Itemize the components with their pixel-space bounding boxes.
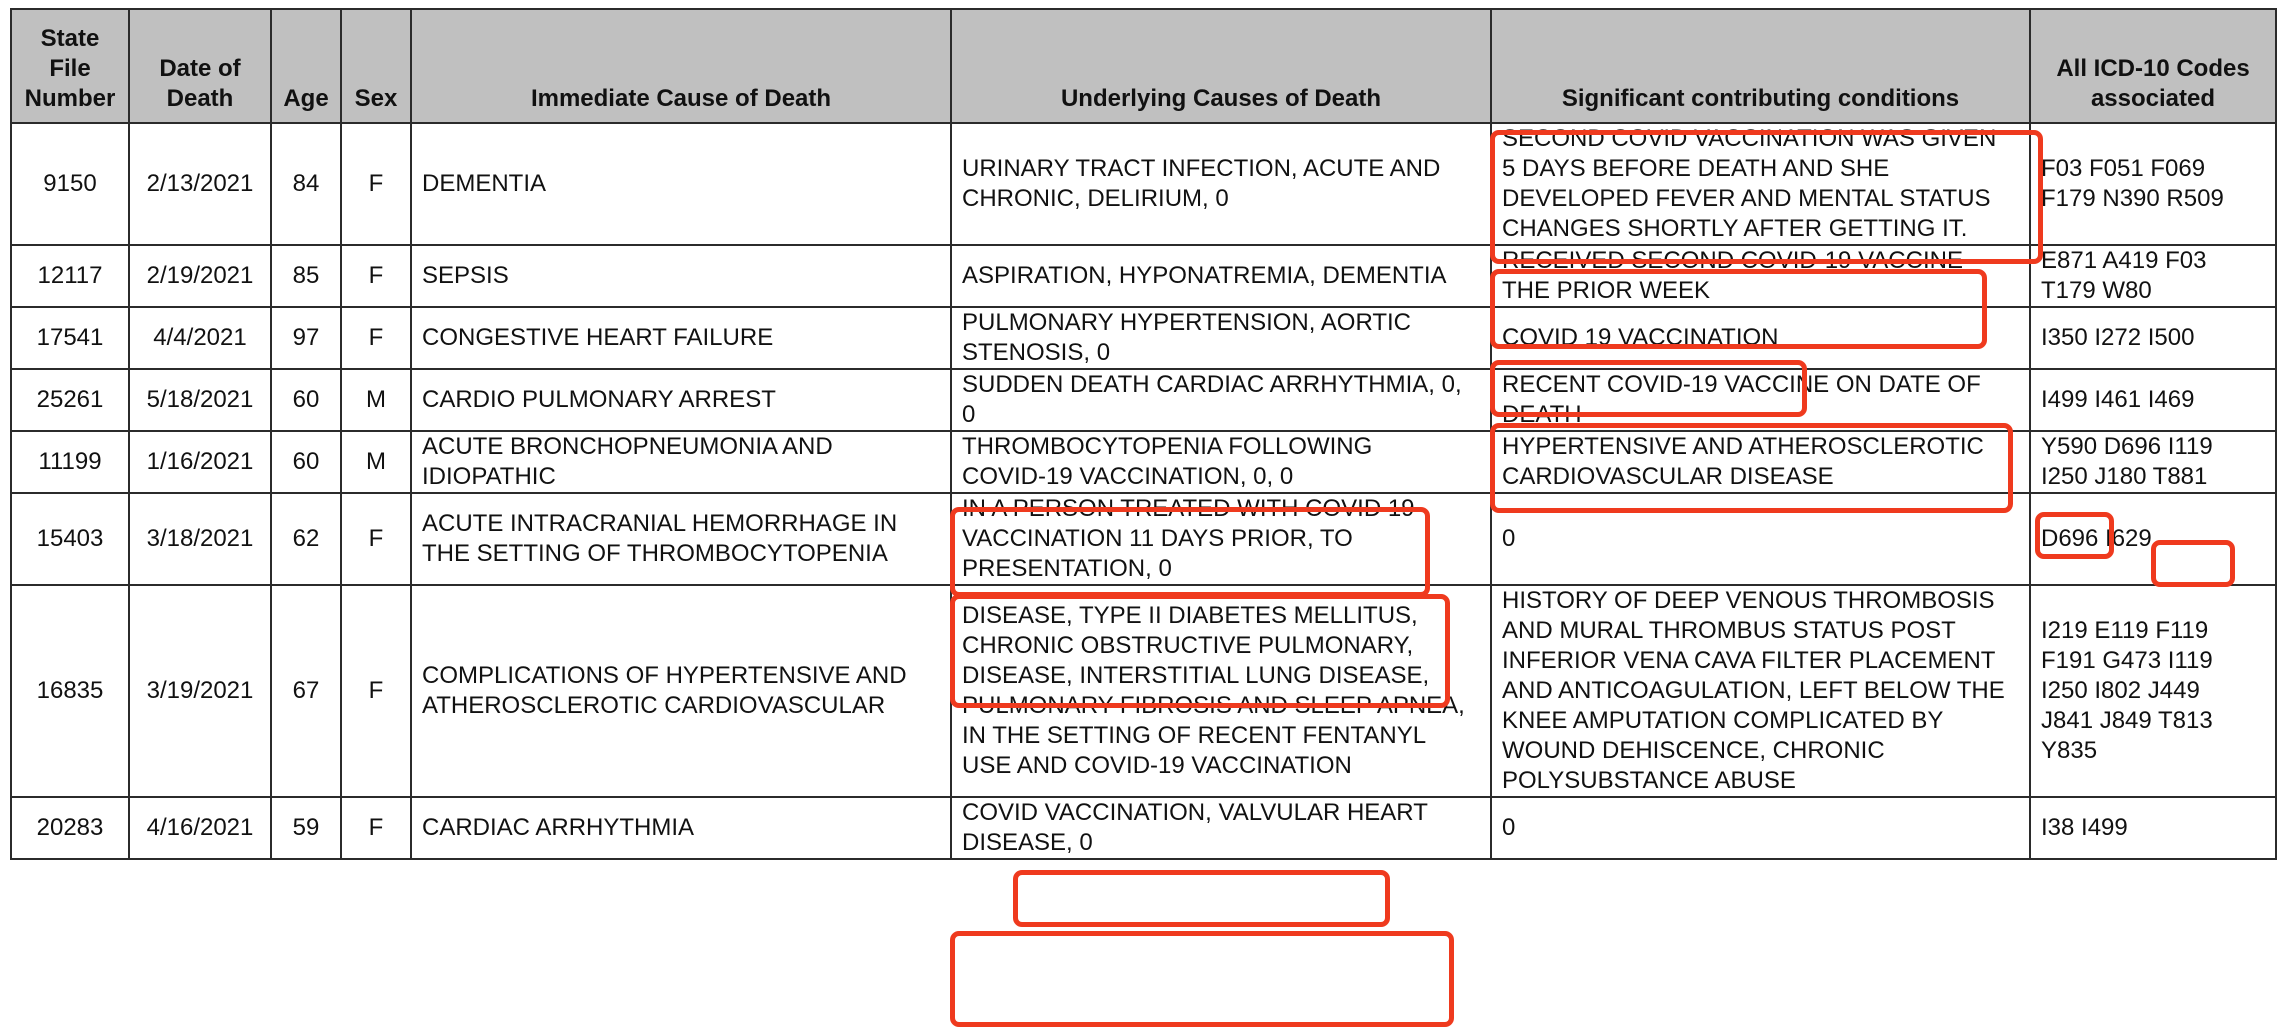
cell-text-line: WOUND DEHISCENCE, CHRONIC [1502,737,1885,764]
cell-text-line: RECEIVED SECOND COVID-19 VACCINE [1502,247,1963,274]
cell-text-line: COVID-19 VACCINATION, 0, 0 [962,463,1294,490]
cell-state-file-number: 16835 [11,585,129,797]
cell-text-line: J841 J849 T813 [2041,707,2213,734]
header-text-line: associated [2090,85,2216,112]
cell-immediate-cause [411,123,951,245]
cell-text-line: IDIOPATHIC [422,463,556,490]
cell-text-line: Y590 D696 I119 [2041,433,2213,460]
cell-immediate-cause [411,431,951,493]
cell-text-line: CHRONIC OBSTRUCTIVE PULMONARY, [962,632,1414,659]
highlight-box [950,931,1454,1027]
cell-date-of-death: 1/16/2021 [129,431,271,493]
cell-text-line: HYPERTENSIVE AND ATHEROSCLEROTIC [1502,433,1984,460]
cell-text-line: USE AND COVID-19 VACCINATION [962,752,1352,779]
cell-text-line: ASPIRATION, HYPONATREMIA, DEMENTIA [962,262,1447,289]
cell-immediate-cause [411,797,951,859]
cell-state-file-number: 15403 [11,493,129,585]
cell-icd10-codes [2030,585,2276,797]
cell-immediate-cause [411,585,951,797]
cell-text-line: DISEASE, INTERSTITIAL LUNG DISEASE, [962,662,1430,689]
highlight-box [2035,512,2114,559]
cell-immediate-cause [411,369,951,431]
cell-text-line: PRESENTATION, 0 [962,555,1172,582]
cell-text-line: CARDIOVASCULAR DISEASE [1502,463,1834,490]
cell-age: 67 [271,585,341,797]
cell-text-line: Y835 [2041,737,2098,764]
header-text-line: Age [283,85,329,112]
cell-icd10-codes [2030,431,2276,493]
cell-text-line: I499 I461 I469 [2041,386,2195,413]
cell-sex: F [341,585,411,797]
cell-text-line: I219 E119 F119 [2041,617,2209,644]
cell-icd10-codes [2030,307,2276,369]
highlight-box [1490,360,1807,417]
cell-date-of-death: 4/16/2021 [129,797,271,859]
cell-text-line: ACUTE INTRACRANIAL HEMORRHAGE IN [422,510,898,537]
header-text-line: Sex [354,85,398,112]
header-text-line: Date of [159,55,241,82]
cell-text-line: I250 J180 T881 [2041,463,2208,490]
cell-underlying-causes [951,307,1491,369]
highlight-box [1490,269,1987,349]
cell-text-line: F03 F051 F069 [2041,155,2206,182]
cell-text-line: AND MURAL THROMBUS STATUS POST [1502,617,1956,644]
cell-date-of-death: 2/13/2021 [129,123,271,245]
cell-text-line: INFERIOR VENA CAVA FILTER PLACEMENT [1502,647,1996,674]
cell-text-line: T179 W80 [2041,277,2152,304]
cell-underlying-causes [951,431,1491,493]
header-text-line: Underlying Causes of Death [1060,85,1382,112]
cell-text-line: DEATH [1502,401,1582,428]
cell-text-line: E871 A419 F03 [2041,247,2207,274]
cell-text-line: IN THE SETTING OF RECENT FENTANYL [962,722,1427,749]
cell-age: 97 [271,307,341,369]
cell-text-line: I38 I499 [2041,814,2128,841]
header-immediate-cause [411,9,951,123]
cell-sex: F [341,307,411,369]
cell-text-line: STENOSIS, 0 [962,339,1111,366]
table-row [11,797,2276,859]
cell-icd10-codes [2030,123,2276,245]
cell-date-of-death: 2/19/2021 [129,245,271,307]
cell-text-line: CONGESTIVE HEART FAILURE [422,324,774,351]
header-text-line: All ICD-10 Codes [2056,55,2250,82]
cell-text-line: SUDDEN DEATH CARDIAC ARRHYTHMIA, 0, [962,371,1462,398]
cell-text-line: SEPSIS [422,262,509,289]
cell-sex: M [341,431,411,493]
cell-text-line: HISTORY OF DEEP VENOUS THROMBOSIS [1502,587,1995,614]
cell-text-line: COVID 19 VACCINATION [1502,324,1779,351]
cell-icd10-codes [2030,797,2276,859]
header-text-line: Death [166,85,234,112]
cell-text-line: ACUTE BRONCHOPNEUMONIA AND [422,433,833,460]
header-date-of-death [129,9,271,123]
header-icd10-codes [2030,9,2276,123]
cell-sex: F [341,245,411,307]
cell-underlying-causes [951,123,1491,245]
cell-text-line: CARDIO PULMONARY ARREST [422,386,776,413]
cell-text-line: 0 [1502,814,1516,841]
header-contributing-conditions [1491,9,2030,123]
cell-text-line: IN A PERSON TREATED WITH COVID 19 [962,495,1415,522]
cell-sex: F [341,493,411,585]
cell-date-of-death: 5/18/2021 [129,369,271,431]
cell-immediate-cause [411,245,951,307]
cell-text-line: THE SETTING OF THROMBOCYTOPENIA [422,540,888,567]
cell-sex: F [341,123,411,245]
cell-age: 60 [271,369,341,431]
cell-contributing-conditions [1491,797,2030,859]
cell-sex: F [341,797,411,859]
header-text-line: State [40,25,100,52]
highlight-box [950,507,1430,597]
cell-underlying-causes [951,797,1491,859]
cell-underlying-causes [951,245,1491,307]
cell-text-line: ATHEROSCLEROTIC CARDIOVASCULAR [422,692,886,719]
cell-text-line: F179 N390 R509 [2041,185,2224,212]
cell-text-line: THROMBOCYTOPENIA FOLLOWING [962,433,1373,460]
cell-age: 85 [271,245,341,307]
highlight-box [1013,870,1390,927]
header-age [271,9,341,123]
cell-state-file-number: 17541 [11,307,129,369]
cell-text-line: D696 I629 [2041,525,2152,552]
cell-text-line: PULMONARY FIBROSIS AND SLEEP APNEA, [962,692,1465,719]
header-state-file-number [11,9,129,123]
cell-text-line: 0 [1502,525,1516,552]
cell-icd10-codes [2030,369,2276,431]
highlight-box [2151,540,2235,587]
header-text-line: Immediate Cause of Death [530,85,832,112]
header-row [11,9,2276,123]
cell-date-of-death: 3/18/2021 [129,493,271,585]
cell-text-line: I350 I272 I500 [2041,324,2195,351]
cell-contributing-conditions [1491,585,2030,797]
highlight-box [950,594,1450,708]
cell-text-line: DISEASE, 0 [962,829,1093,856]
cell-state-file-number: 25261 [11,369,129,431]
table-row [11,369,2276,431]
header-text-line: Number [24,85,116,112]
cell-text-line: AND ANTICOAGULATION, LEFT BELOW THE [1502,677,2005,704]
cell-text-line: DEMENTIA [422,170,547,197]
cell-text-line: F191 G473 I119 [2041,647,2213,674]
cell-text-line: VACCINATION 11 DAYS PRIOR, TO [962,525,1353,552]
cell-age: 59 [271,797,341,859]
cell-text-line: SECOND COVID VACCINATION WAS GIVEN [1502,125,1997,152]
cell-text-line: KNEE AMPUTATION COMPLICATED BY [1502,707,1944,734]
cell-immediate-cause [411,493,951,585]
header-text-line: File [49,55,91,82]
cell-text-line: I250 I802 J449 [2041,677,2200,704]
cell-text-line: DISEASE, TYPE II DIABETES MELLITUS, [962,602,1418,629]
cell-text-line: 0 [962,401,976,428]
cell-date-of-death: 4/4/2021 [129,307,271,369]
cell-age: 62 [271,493,341,585]
header-sex [341,9,411,123]
cell-text-line: URINARY TRACT INFECTION, ACUTE AND [962,155,1441,182]
cell-state-file-number: 9150 [11,123,129,245]
cell-state-file-number: 12117 [11,245,129,307]
cell-icd10-codes [2030,245,2276,307]
cell-underlying-causes [951,369,1491,431]
cell-text-line: RECENT COVID-19 VACCINE ON DATE OF [1502,371,1981,398]
cell-date-of-death: 3/19/2021 [129,585,271,797]
cell-state-file-number: 11199 [11,431,129,493]
cell-immediate-cause [411,307,951,369]
cell-text-line: POLYSUBSTANCE ABUSE [1502,767,1796,794]
cell-text-line: PULMONARY HYPERTENSION, AORTIC [962,309,1412,336]
cell-text-line: CARDIAC ARRHYTHMIA [422,814,695,841]
cell-text-line: COMPLICATIONS OF HYPERTENSIVE AND [422,662,907,689]
header-text-line: Significant contributing conditions [1561,85,1960,112]
header-underlying-causes [951,9,1491,123]
highlight-box [1490,423,2013,513]
cell-sex: M [341,369,411,431]
cell-text-line: THE PRIOR WEEK [1502,277,1711,304]
highlight-box [1490,130,2043,264]
cell-age: 60 [271,431,341,493]
cell-text-line: CHANGES SHORTLY AFTER GETTING IT. [1502,215,1968,242]
cell-text-line: CHRONIC, DELIRIUM, 0 [962,185,1229,212]
cell-age: 84 [271,123,341,245]
cell-text-line: 5 DAYS BEFORE DEATH AND SHE [1502,155,1890,182]
cell-text-line: DEVELOPED FEVER AND MENTAL STATUS [1502,185,1991,212]
cell-text-line: COVID VACCINATION, VALVULAR HEART [962,799,1428,826]
cell-state-file-number: 20283 [11,797,129,859]
